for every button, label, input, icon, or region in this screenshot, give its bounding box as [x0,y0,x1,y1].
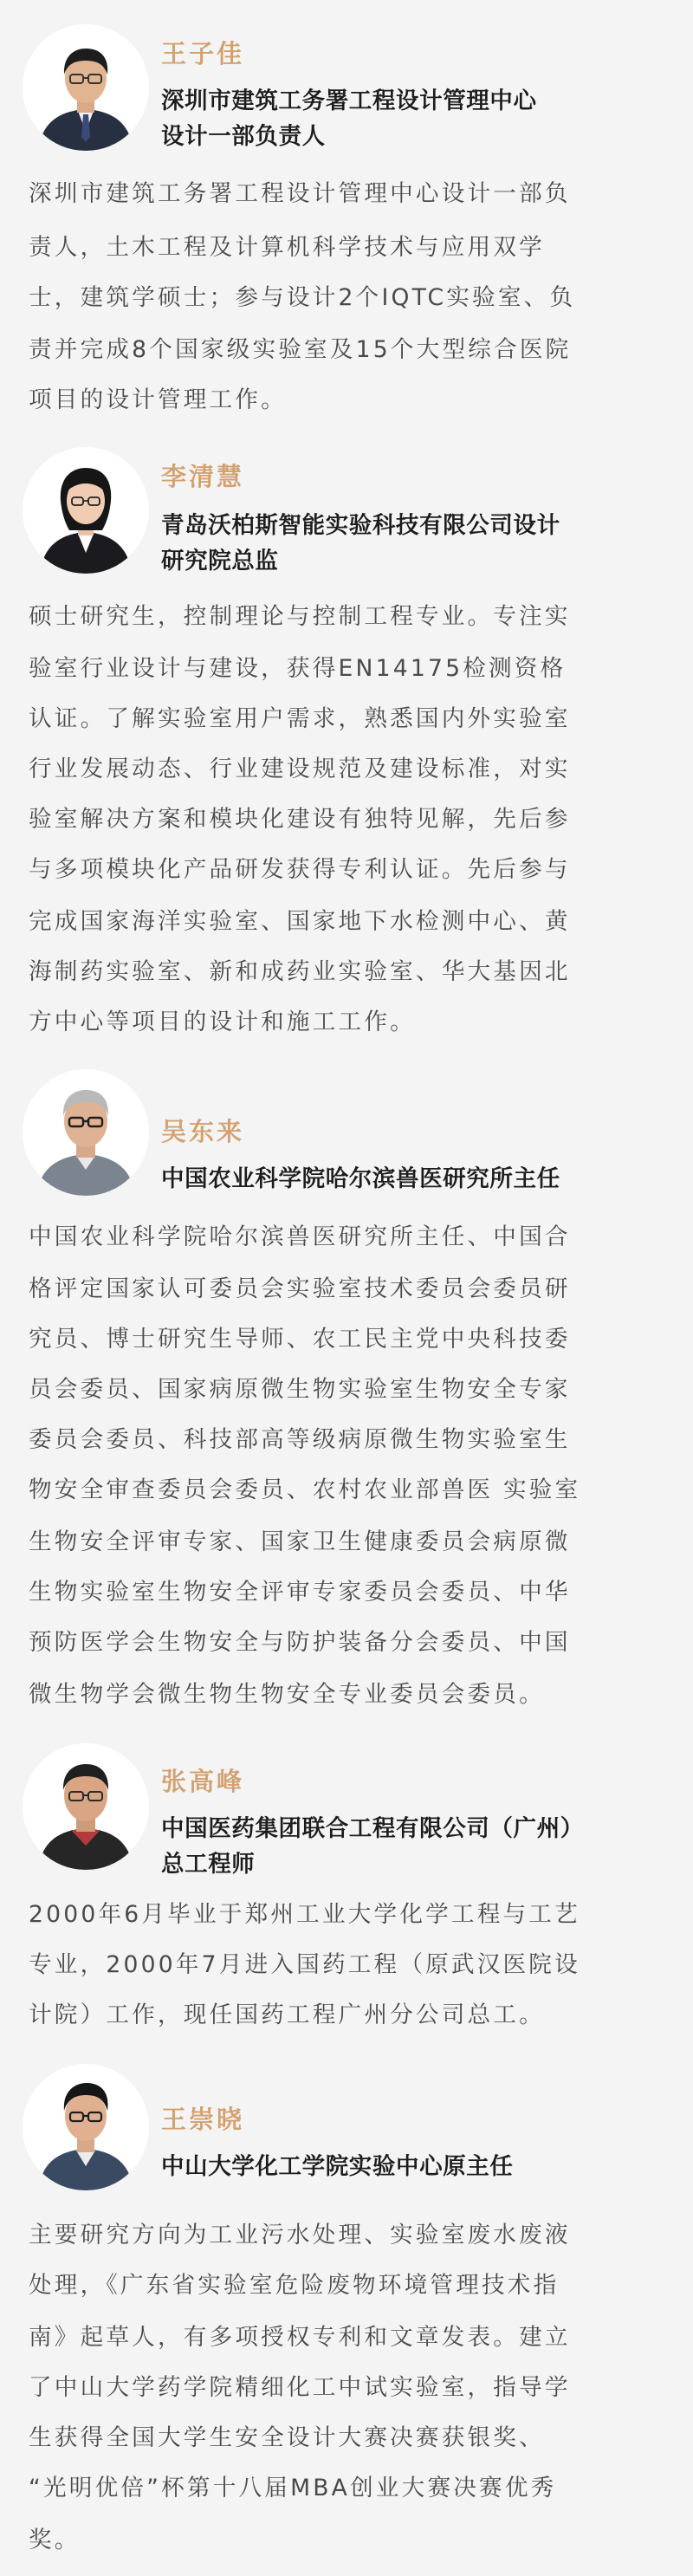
expert-title-line: 深圳市建筑工务署工程设计管理中心 [161,88,537,114]
bio-line: 2000年6月毕业于郑州工业大学化学工程与工艺 [29,1901,580,1928]
bio-line: 生物实验室生物安全评审专家委员会委员、中华 [29,1579,571,1606]
bio-line: 责并完成8个国家级实验室及15个大型综合医院 [29,336,572,363]
person-portrait-icon [23,2064,149,2190]
bio-line: 预防医学会生物安全与防护装备分会委员、中国 [29,1629,571,1656]
bio-line: 项目的设计管理工作。 [29,386,287,413]
expert-title [161,1811,681,1882]
bio-line: 完成国家海洋实验室、国家地下水检测中心、黄 [29,908,571,935]
bio-line: 行业发展动态、行业建设规范及建设标准，对实 [29,756,571,782]
expert-title-line: 中国农业科学院哈尔滨兽医研究所主任 [161,1165,560,1192]
expert-title-line: 总工程师 [161,1851,256,1878]
bio-line: 物安全审查委员会委员、农村农业部兽医 实验室 [29,1476,581,1503]
expert-name: 吴东来 [161,1117,245,1146]
expert-name: 张高峰 [161,1767,245,1796]
person-portrait-icon [23,24,149,151]
person-portrait-icon [23,1743,149,1870]
bio-line: 主要研究方向为工业污水处理、实验室废水废液 [29,2222,571,2248]
avatar [23,24,149,151]
expert-title-line: 青岛沃柏斯智能实验科技有限公司设计 [161,512,560,539]
bio-line: 方中心等项目的设计和施工工作。 [29,1009,416,1035]
bio-line: 格评定国家认可委员会实验室技术委员会委员研 [29,1275,571,1302]
expert-title-line: 研究院总监 [161,548,279,574]
expert-name: 王崇晓 [161,2105,245,2134]
bio-line: 计院）工作，现任国药工程广州分公司总工。 [29,2002,545,2028]
expert-title-line: 中山大学化工学院实验中心原主任 [161,2153,514,2180]
bio-line: 海制药实验室、新和成药业实验室、华大基因北 [29,958,571,985]
bio-line: 生物安全评审专家、国家卫生健康委员会病原微 [29,1528,571,1555]
avatar [23,447,149,574]
expert-title [161,508,681,579]
bio-line: 委员会委员、科技部高等级病原微生物实验室生 [29,1426,571,1453]
avatar [23,2064,149,2190]
expert-title-line: 中国医药集团联合工程有限公司（广州） [161,1815,584,1842]
bio-line: 认证。了解实验室用户需求，熟悉国内外实验室 [29,705,571,732]
person-portrait-icon [23,1069,149,1196]
bio-line: 硕士研究生，控制理论与控制工程专业。专注实 [29,603,571,630]
bio-line: 处理，《广东省实验室危险废物环境管理技术指 [29,2272,560,2299]
bio-line: 专业，2000年7月进入国药工程（原武汉医院设 [29,1951,580,1978]
bio-line: 微生物学会微生物生物安全专业委员会委员。 [29,1681,545,1708]
bio-line: 南》起草人，有多项授权专利和文章发表。建立 [29,2324,571,2351]
bio-line: 员会委员、国家病原微生物实验室生物安全专家 [29,1376,571,1403]
avatar [23,1743,149,1870]
bio-line: 奖。 [29,2527,81,2553]
bio-line: 与多项模块化产品研发获得专利认证。先后参与 [29,856,571,883]
expert-title-line: 设计一部负责人 [161,123,326,150]
expert-name: 王子佳 [161,39,245,68]
bio-line: 生获得全国大学生安全设计大赛决赛获银奖、 [29,2424,545,2451]
expert-title [161,1161,681,1197]
expert-title [161,83,681,154]
expert-name: 李清慧 [161,462,245,491]
bio-line: 验室解决方案和模块化建设有独特见解，先后参 [29,806,571,833]
bio-line: 责人，土木工程及计算机科学技术与应用双学 [29,234,545,261]
bio-line: “光明优倍”杯第十八届MBA创业大赛决赛优秀 [29,2475,557,2501]
expert-title [161,2149,681,2184]
bio-line: 验室行业设计与建设，获得EN14175检测资格 [29,655,567,682]
bio-line: 究员、博士研究生导师、农工民主党中央科技委 [29,1326,571,1353]
bio-line: 中国农业科学院哈尔滨兽医研究所主任、中国合 [29,1223,571,1250]
person-portrait-icon [23,447,149,574]
bio-line: 了中山大学药学院精细化工中试实验室，指导学 [29,2374,571,2401]
avatar [23,1069,149,1196]
bio-line: 深圳市建筑工务署工程设计管理中心设计一部负 [29,180,571,207]
bio-line: 士，建筑学硕士；参与设计2个IQTC实验室、负 [29,284,576,311]
